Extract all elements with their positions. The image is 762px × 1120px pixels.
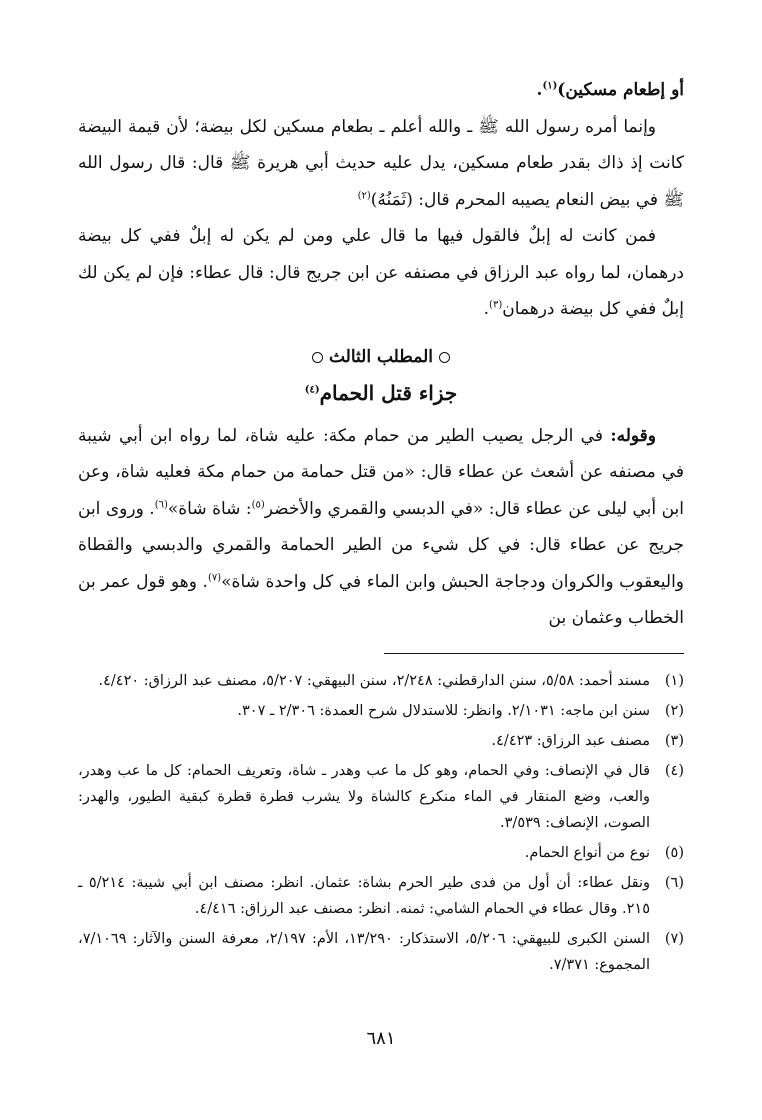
footnote-number: (٧) bbox=[664, 930, 684, 947]
footnote-ref-1: (١) bbox=[542, 80, 558, 92]
section-title bbox=[78, 374, 684, 412]
footnote-text: قال في الإنصاف: وفي الحمام، وهو كل ما عب وهدر ـ شاة، وتعريف الحمام: كل ما عب وهدر، والعب، وضع المنقار في الماء منكرع كالشاة ولا يشرب قطرة قطرة كبقية الطيور، والهدر: الصوت، الإنصاف: ٣/٥٣٩. bbox=[78, 762, 650, 831]
paragraph-3-text: فمن كانت له إبلٌ فالقول فيها ما قال علي ومن لم يكن له إبلٌ ففي كل بيضة درهمان، لما رواه عبد الرزاق في مصنفه عن ابن جريج قال: قال عطاء: فإن لم يكن لك إبلٌ ففي كل بيضة درهمان bbox=[78, 226, 684, 319]
footnote-number: (١) bbox=[664, 672, 684, 689]
circle-ornament-icon bbox=[439, 352, 450, 363]
main-text bbox=[78, 72, 684, 637]
footnote-text: سنن ابن ماجه: ٢/١٠٣١. وانظر: للاستدلال شرح العمدة: ٢/٣٠٦ ـ ٣٠٧. bbox=[237, 702, 650, 719]
paragraph-1-text: أو إطعام مسكين) bbox=[557, 80, 684, 100]
footnote-ref-4: (٤) bbox=[304, 383, 320, 395]
footnote-number: (٥) bbox=[664, 844, 684, 861]
section-heading-text: المطلب الثالث bbox=[328, 346, 433, 367]
paragraph-2-text: وإنما أمره رسول الله ﷺ ـ والله أعلم ـ بطعام مسكين لكل بيضة؛ لأن قيمة البيضة كانت إذ ذاك بقدر طعام مسكين، يدل عليه حديث أبي هريرة ﷺ قال: قال رسول الله ﷺ في بيض النعام يصيبه المحرم قال: (ثَمَنُهُ) bbox=[78, 116, 684, 210]
footnote-divider bbox=[384, 653, 684, 654]
footnote-number: (٢) bbox=[664, 702, 684, 719]
paragraph-3 bbox=[78, 218, 684, 328]
footnote-item bbox=[78, 840, 684, 866]
paragraph-2 bbox=[78, 109, 684, 219]
footnote-text: مسند أحمد: ٥/٥٨، سنن الدارقطني: ٢/٢٤٨، سنن البيهقي: ٥/٢٠٧، مصنف عبد الرزاق: ٤/٤٢٠. bbox=[98, 672, 650, 689]
paragraph-4-lead: وقوله: bbox=[610, 425, 656, 446]
footnote-ref-7: (٧) bbox=[207, 571, 222, 583]
footnote-ref-2: (٢) bbox=[357, 189, 371, 201]
section-title-text: جزاء قتل الحمام bbox=[319, 380, 458, 405]
footnote-number: (٣) bbox=[664, 732, 684, 749]
footnote-text: السنن الكبرى للبيهقي: ٥/٢٠٦، الاستذكار: ١٣/٢٩٠، الأم: ٢/١٩٧، معرفة السنن والآثار: ٧/١٠٦٩، المجموع: ٧/٣٧١. bbox=[78, 930, 651, 973]
footnote-number: (٤) bbox=[664, 762, 684, 779]
footnote-text: نوع من أنواع الحمام. bbox=[524, 844, 650, 861]
footnote-item bbox=[78, 728, 684, 754]
paragraph-4-part-c: . وروى ابن جريج عن عطاء قال: في كل شيء من الطير الحمامة والقمري والدبسي والقطاة واليعقوب والكروان ودجاجة الحبش وابن الماء في كل واحدة شاة» bbox=[78, 498, 684, 592]
page-body bbox=[78, 72, 684, 982]
circle-ornament-icon bbox=[312, 352, 323, 363]
footnote-number: (٦) bbox=[664, 874, 684, 891]
paragraph-4 bbox=[78, 418, 684, 637]
paragraph-1-end: . bbox=[536, 80, 543, 100]
paragraph-4-part-a: في الرجل يصيب الطير من حمام مكة: عليه شاة، لما رواه ابن أبي شيبة في مصنفه عن أشعث عن عطاء قال: «من قتل حمامة من حمام مكة فعليه شاة، وعن ابن أبي ليلى عن عطاء قال: «في الدبسي والقمري والأخضر bbox=[78, 425, 684, 519]
footnote-item bbox=[78, 926, 684, 978]
paragraph-1 bbox=[78, 72, 684, 109]
page-number: ٦٨١ bbox=[366, 1028, 396, 1049]
footnote-item bbox=[78, 870, 684, 922]
paragraph-4-part-d: . وهو قول عمر بن الخطاب وعثمان بن bbox=[78, 571, 684, 628]
paragraph-3-end: . bbox=[483, 299, 490, 319]
section-heading bbox=[78, 340, 684, 374]
footnote-text: مصنف عبد الرزاق: ٤/٤٢٣. bbox=[491, 732, 650, 749]
footnotes bbox=[78, 668, 684, 978]
footnote-text: ونقل عطاء: أن أول من فدى طير الحرم بشاة: عثمان. انظر: مصنف ابن أبي شيبة: ٥/٢١٤ ـ ٢١٥. وقال عطاء في الحمام الشامي: ثمنه. انظر: مصنف عبد الرزاق: ٤/٤١٦. bbox=[78, 874, 651, 917]
footnote-item bbox=[78, 698, 684, 724]
paragraph-4-part-b: : شاة شاة» bbox=[167, 498, 252, 519]
footnote-item bbox=[78, 668, 684, 694]
footnote-ref-3: (٣) bbox=[489, 299, 503, 311]
footnote-ref-6: (٦) bbox=[154, 498, 168, 510]
footnote-ref-5: (٥) bbox=[251, 498, 265, 510]
footnote-item bbox=[78, 758, 684, 836]
